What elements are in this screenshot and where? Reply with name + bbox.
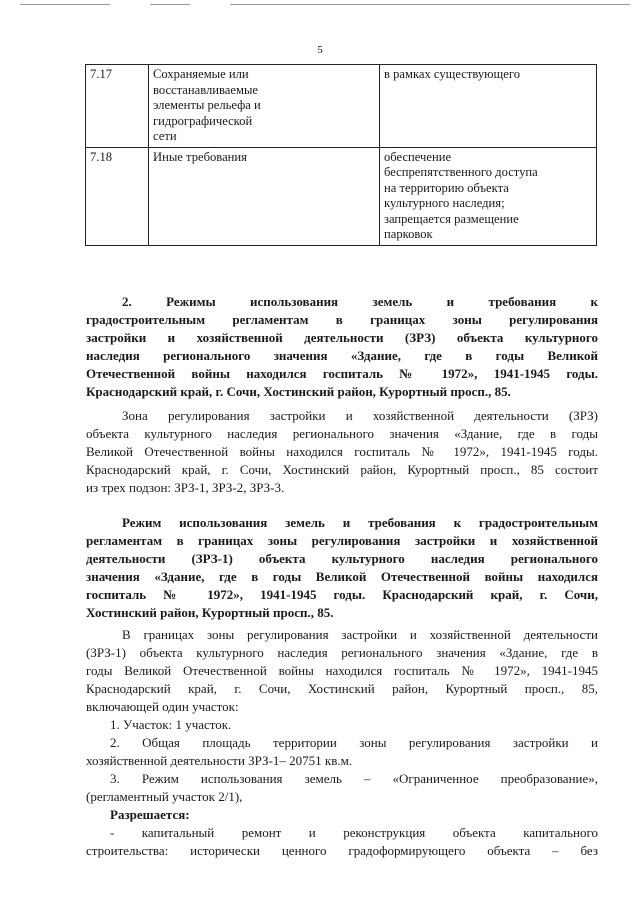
text-line: Краснодарский край, г. Сочи, Хостинский район, Курортный просп., 85. (86, 384, 511, 399)
text-line: 2. Режимы использования земель и требования к (122, 294, 598, 309)
requirement-name-cell: Сохраняемые или восстанавливаемые элементы рельефа и гидрографической сети (149, 65, 380, 148)
text-line: из трех подзон: ЗРЗ-1, ЗРЗ-2, ЗРЗ-3. (86, 480, 285, 495)
text-line: строительства: исторически ценного градоформирующего объекта – без (86, 843, 598, 858)
text-line: включающей один участок: (86, 699, 239, 714)
page-number: 5 (317, 44, 323, 56)
text-line: Краснодарский край, г. Сочи, Хостинский район, Курортный просп., 85 состоит (86, 462, 598, 477)
zrz1-heading (86, 514, 598, 622)
text-line: - капитальный ремонт и реконструкция объекта капитального (110, 825, 598, 840)
row-number-cell: 7.18 (86, 147, 149, 245)
text-line: 2. Общая площадь территории зоны регулирования застройки и (110, 735, 598, 750)
text-line: застройки и хозяйственной деятельности (ЗРЗ) объекта культурного (86, 330, 598, 345)
text-line: годы Великой Отечественной войны находился госпиталь № 1972», 1941-1945 (86, 663, 598, 678)
text-line: градостроительным регламентам в границах зоны регулирования (86, 312, 598, 327)
text-line: Отечественной войны находился госпиталь № 1972», 1941-1945 годы. (86, 366, 598, 381)
text-line: (регламентный участок 2/1), (86, 789, 243, 804)
list-item-2 (86, 734, 598, 770)
table-row (86, 147, 597, 245)
text-line: регламентам в границах зоны регулирования застройки и хозяйственной (86, 533, 598, 548)
text-line: В границах зоны регулирования застройки и хозяйственной деятельности (122, 627, 598, 642)
scan-edge-line (230, 4, 630, 5)
text-line: хозяйственной деятельности ЗРЗ-1– 20751 кв.м. (86, 753, 353, 768)
requirement-value-cell: обеспечение беспрепятственного доступа на территорию объекта культурного наследия; запрещается размещение парковок (380, 147, 597, 245)
allowed-list-item (86, 824, 598, 860)
text-line: деятельности (ЗРЗ-1) объекта культурного наследия регионального (86, 551, 598, 566)
text-line: значения «Здание, где в годы Великой Отечественной войны находился (86, 569, 598, 584)
allowed-heading: Разрешается: (110, 807, 190, 822)
text-line: 3. Режим использования земель – «Ограниченное преобразование», (110, 771, 598, 786)
section-2-heading (86, 293, 598, 401)
row-number-cell: 7.17 (86, 65, 149, 148)
text-line: госпиталь № 1972», 1941-1945 годы. Краснодарский край, г. Сочи, (86, 587, 598, 602)
requirement-name-cell: Иные требования (149, 147, 380, 245)
table-row (86, 65, 597, 148)
zrz1-list (86, 716, 598, 860)
text-line: объекта культурного наследия регионального значения «Здание, где в годы (86, 426, 598, 441)
text-line: наследия регионального значения «Здание, где в годы Великой (86, 348, 598, 363)
list-item-3 (86, 770, 598, 806)
requirement-value-cell: в рамках существующего (380, 65, 597, 148)
text-line: Хостинский район, Курортный просп., 85. (86, 605, 334, 620)
text-line: Краснодарский край, г. Сочи, Хостинский район, Курортный просп., 85, (86, 681, 598, 696)
text-line: Зона регулирования застройки и хозяйственной деятельности (ЗРЗ) (122, 408, 598, 423)
requirements-table (85, 64, 597, 246)
scan-edge-line (20, 4, 110, 5)
scan-edge-line (150, 4, 190, 5)
zrz1-paragraph (86, 626, 598, 716)
text-line: Режим использования земель и требования к градостроительным (122, 515, 598, 530)
list-item-1: 1. Участок: 1 участок. (110, 717, 232, 732)
section-2-paragraph (86, 407, 598, 497)
text-line: (ЗРЗ-1) объекта культурного наследия регионального значения «Здание, где в (86, 645, 598, 660)
text-line: Великой Отечественной войны находился госпиталь № 1972», 1941-1945 годы. (86, 444, 598, 459)
